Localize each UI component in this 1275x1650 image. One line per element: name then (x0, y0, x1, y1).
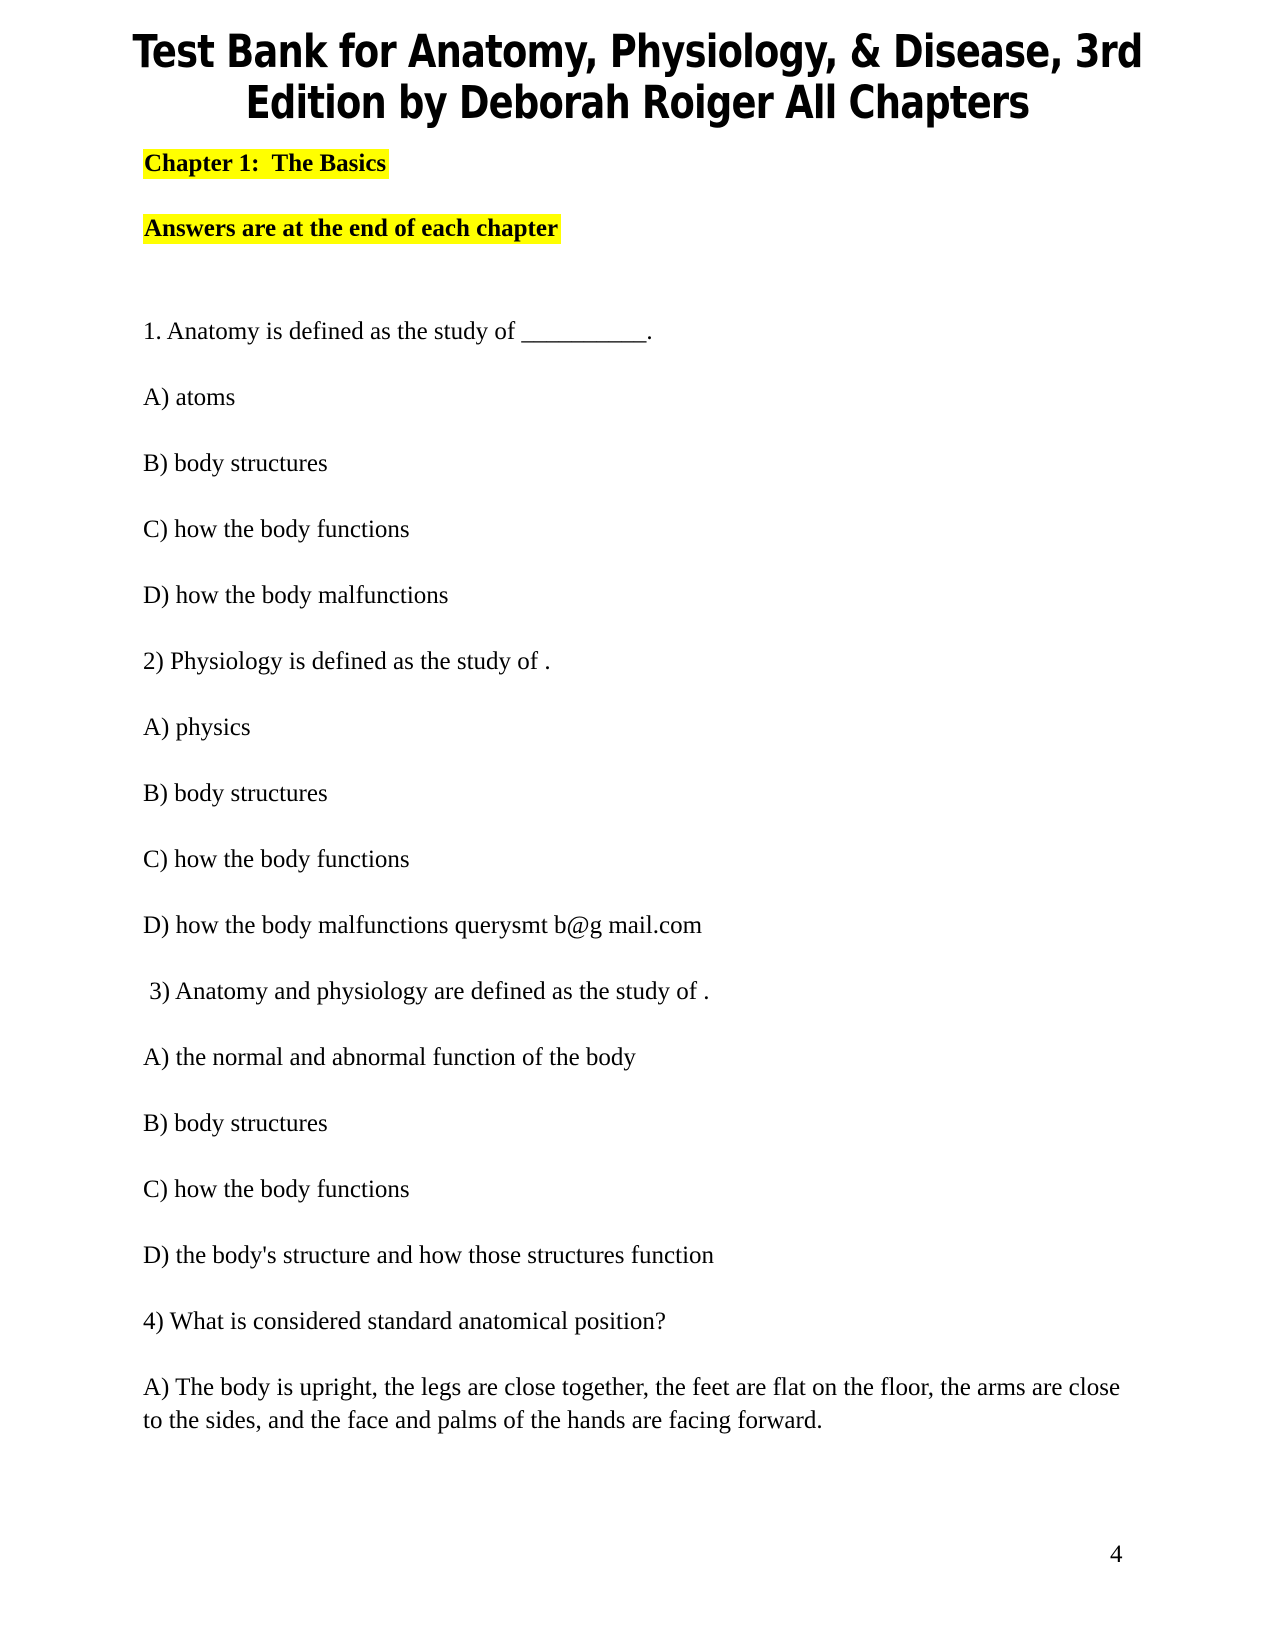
chapter-heading (143, 146, 1128, 181)
question-2-option-b: B) body structures (143, 780, 328, 807)
document-body (143, 146, 1128, 1437)
question-1-option-b: B) body structures (143, 450, 328, 477)
question-1-option-d: D) how the body malfunctions (143, 582, 449, 609)
answers-note-highlight: Answers are at the end of each chapter (143, 214, 561, 244)
question-1-option-c: C) how the body functions (143, 516, 410, 543)
question-1-option-a: A) atoms (143, 384, 236, 411)
document-title-line2: Edition by Deborah Roiger All Chapters (245, 76, 1030, 129)
question-4: 4) What is considered standard anatomical position? (143, 1308, 666, 1335)
question-2-option-d: D) how the body malfunctions querysmt b@g mail.com (143, 912, 703, 939)
chapter-heading-highlight: Chapter 1: The Basics (143, 149, 389, 179)
question-4-option-a: A) The body is upright, the legs are close together, the feet are flat on the floor, the arms are close to the sides, and the face and palms of the hands are facing forward. (143, 1374, 1127, 1434)
question-3: 3) Anatomy and physiology are defined as the study of . (143, 978, 710, 1005)
page-number: 4 (1110, 1541, 1123, 1568)
question-3-option-b: B) body structures (143, 1110, 328, 1137)
question-1: 1. Anatomy is defined as the study of __________. (143, 318, 653, 345)
question-3-option-a: A) the normal and abnormal function of the body (143, 1044, 636, 1071)
question-3-option-d: D) the body's structure and how those structures function (143, 1242, 715, 1269)
document-title-line1: Test Bank for Anatomy, Physiology, & Disease, 3rd (132, 25, 1143, 78)
answers-note (143, 211, 1128, 246)
question-3-option-c: C) how the body functions (143, 1176, 410, 1203)
document-title (115, 0, 1161, 128)
question-2-option-a: A) physics (143, 714, 251, 741)
question-list (143, 315, 1128, 1437)
question-2-option-c: C) how the body functions (143, 846, 410, 873)
question-2: 2) Physiology is defined as the study of . (143, 648, 551, 675)
